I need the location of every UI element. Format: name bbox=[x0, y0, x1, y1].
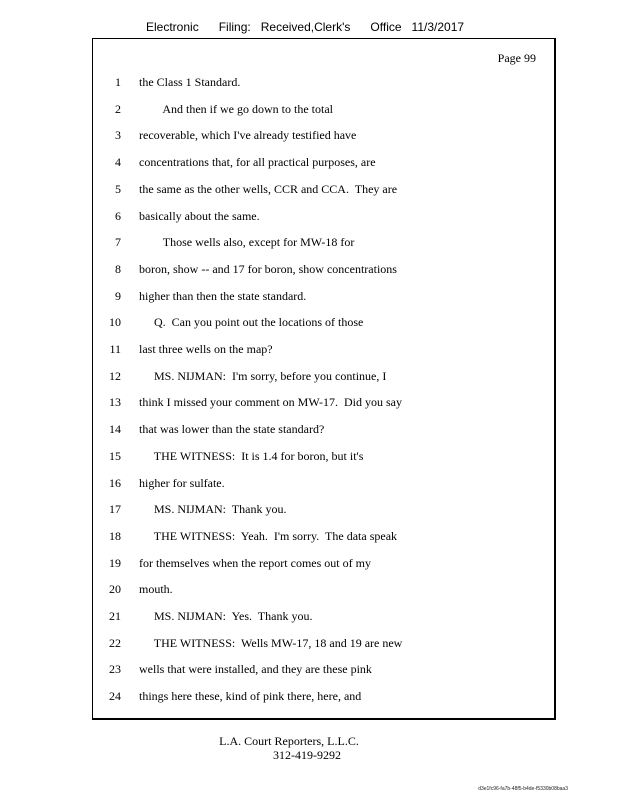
line-text: for themselves when the report comes out of my bbox=[139, 555, 371, 570]
court-reporter-phone: 312-419-9292 bbox=[273, 748, 341, 762]
line-text: things here these, kind of pink there, here, and bbox=[139, 689, 362, 704]
line-text: think I missed your comment on MW-17. Did you say bbox=[139, 395, 402, 410]
document-hash: d3e1fc96-fa7b-48f5-b4de-f5330b08baa3 bbox=[478, 786, 568, 792]
line-text: MS. NIJMAN: Thank you. bbox=[139, 502, 287, 517]
line-text: recoverable, which I've already testified have bbox=[139, 128, 357, 143]
page-number: Page 99 bbox=[497, 51, 536, 65]
court-reporter-name: L.A. Court Reporters, L.L.C. bbox=[219, 734, 359, 748]
line-number: 17 bbox=[109, 502, 121, 517]
line-text: And then if we go down to the total bbox=[139, 101, 333, 116]
line-number: 7 bbox=[115, 235, 121, 250]
line-number: 24 bbox=[109, 689, 121, 704]
line-number: 13 bbox=[109, 395, 121, 410]
line-number: 21 bbox=[109, 609, 121, 623]
line-text: MS. NIJMAN: I'm sorry, before you continue, I bbox=[139, 368, 387, 383]
line-text: THE WITNESS: It is 1.4 for boron, but it's bbox=[139, 448, 364, 463]
line-number: 1 bbox=[115, 75, 121, 89]
line-number: 2 bbox=[115, 101, 121, 116]
line-number: 16 bbox=[109, 475, 121, 490]
line-number: 6 bbox=[115, 208, 121, 223]
filing-stamp-header bbox=[146, 20, 464, 34]
header-received: Received,Clerk's bbox=[260, 20, 351, 34]
line-text: higher for sulfate. bbox=[139, 475, 225, 490]
header-electronic: Electronic bbox=[146, 20, 199, 34]
line-number: 15 bbox=[109, 448, 121, 463]
line-text: THE WITNESS: Yeah. I'm sorry. The data speak bbox=[139, 528, 398, 543]
header-date: 11/3/2017 bbox=[411, 20, 465, 34]
line-text: the same as the other wells, CCR and CCA. They are bbox=[139, 181, 398, 196]
line-text: MS. NIJMAN: Yes. Thank you. bbox=[139, 609, 313, 623]
line-number: 4 bbox=[115, 155, 121, 170]
line-text: the Class 1 Standard. bbox=[139, 75, 241, 89]
line-text: boron, show -- and 17 for boron, show concentrations bbox=[139, 261, 397, 276]
line-number: 20 bbox=[109, 582, 121, 597]
line-text: wells that were installed, and they are these pink bbox=[139, 662, 372, 677]
line-text: Those wells also, except for MW-18 for bbox=[139, 235, 355, 250]
line-number: 23 bbox=[109, 662, 121, 677]
line-number: 5 bbox=[115, 181, 121, 196]
line-number: 11 bbox=[109, 342, 121, 356]
line-number: 18 bbox=[109, 528, 121, 543]
header-filing: Filing: bbox=[218, 20, 251, 34]
line-number: 19 bbox=[109, 555, 121, 570]
line-text: THE WITNESS: Wells MW-17, 18 and 19 are new bbox=[139, 635, 403, 650]
line-number: 8 bbox=[115, 261, 121, 276]
line-text: higher than then the state standard. bbox=[139, 288, 307, 303]
line-number: 3 bbox=[115, 128, 121, 143]
line-text: concentrations that, for all practical purposes, are bbox=[139, 155, 376, 170]
line-text: that was lower than the state standard? bbox=[139, 422, 325, 437]
line-text: mouth. bbox=[139, 582, 173, 597]
header-office: Office bbox=[370, 20, 402, 34]
line-number: 22 bbox=[109, 635, 121, 650]
line-number: 14 bbox=[109, 422, 121, 437]
line-number: 12 bbox=[109, 368, 121, 383]
line-number: 9 bbox=[115, 288, 121, 303]
line-text: basically about the same. bbox=[139, 208, 260, 223]
line-text: last three wells on the map? bbox=[139, 342, 273, 356]
transcript-page-frame bbox=[92, 38, 556, 720]
line-number: 10 bbox=[109, 315, 121, 330]
line-text: Q. Can you point out the locations of those bbox=[139, 315, 364, 330]
